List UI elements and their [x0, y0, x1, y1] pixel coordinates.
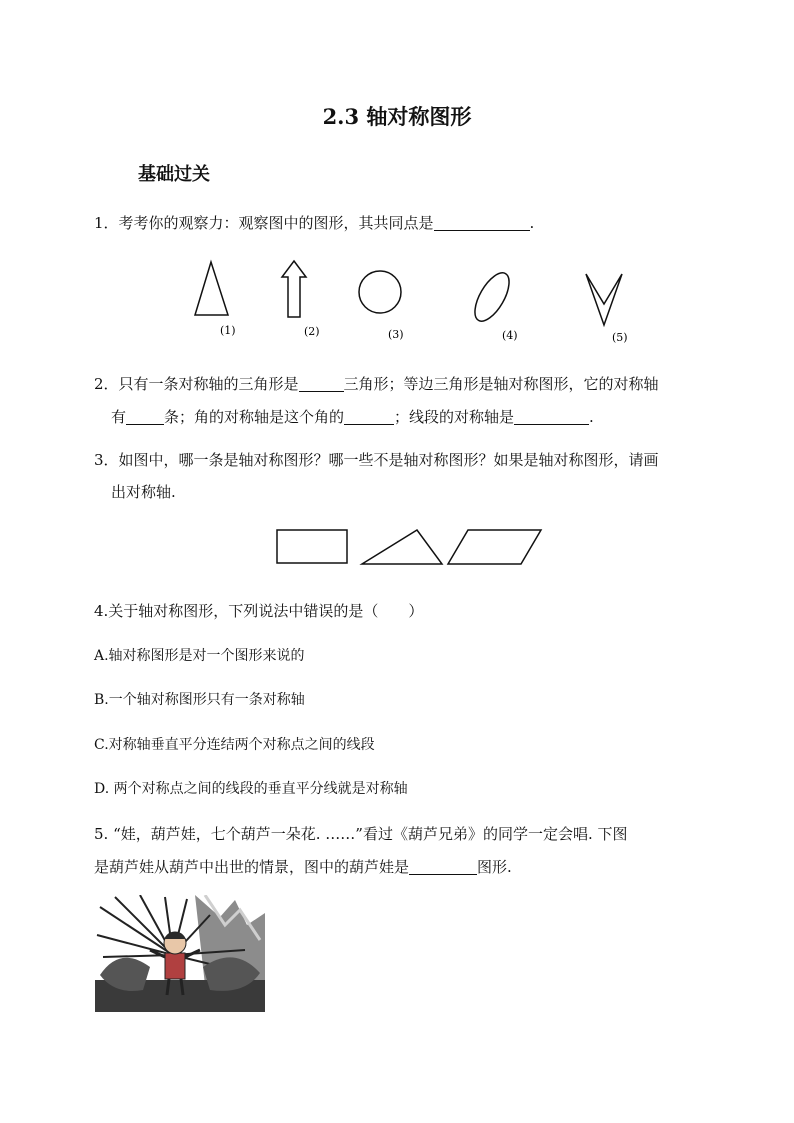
figure-label-2: (2): [304, 325, 320, 338]
question-3-line-2: 出对称轴.: [111, 483, 176, 501]
question-2-text-a: 2．只有一条对称轴的三角形是: [94, 375, 299, 393]
question-1-end: .: [529, 214, 535, 232]
question-5-text-a: 是葫芦娃从葫芦中出世的情景，图中的葫芦娃是: [94, 858, 410, 876]
page-title: 2.3 轴对称图形: [322, 104, 472, 129]
answer-blank[interactable]: [344, 409, 394, 425]
answer-blank[interactable]: [409, 859, 477, 875]
question-3-line-1: 3．如图中，哪一条是轴对称图形？哪一些不是轴对称图形？如果是轴对称图形，请画: [94, 451, 659, 469]
question-2-text-b: 三角形；等边三角形是轴对称图形，它的对称轴: [343, 375, 659, 393]
answer-blank[interactable]: [299, 376, 344, 392]
figure-label-4: (4): [502, 329, 518, 342]
question-4-stem: 4.关于轴对称图形，下列说法中错误的是（ ）: [94, 602, 424, 620]
option-a[interactable]: A.轴对称图形是对一个图形来说的: [94, 648, 305, 664]
answer-blank[interactable]: [514, 409, 589, 425]
triangle-shape: [195, 262, 228, 315]
question-2-text-f: .: [589, 408, 594, 426]
option-d[interactable]: D. 两个对称点之间的线段的垂直平分线就是对称轴: [94, 781, 408, 797]
option-c[interactable]: C.对称轴垂直平分连结两个对称点之间的线段: [94, 737, 375, 753]
triangle-shape: [362, 530, 442, 564]
question-2-text-e: ；线段的对称轴是: [394, 408, 515, 426]
option-b[interactable]: B.一个轴对称图形只有一条对称轴: [94, 692, 305, 708]
answer-blank[interactable]: [126, 409, 164, 425]
figure-label-1: (1): [220, 324, 236, 337]
question-2-text-c: 有: [111, 408, 127, 426]
figure-label-5: (5): [612, 331, 628, 344]
question-1: [94, 212, 534, 233]
question-1-figures: [0, 250, 794, 350]
question-2-line-2: [111, 406, 594, 427]
question-5-line-1: 5. “娃，葫芦娃，七个葫芦一朵花. ……”看过《葫芦兄弟》的同学一定会唱. 下图: [94, 825, 628, 843]
section-heading: 基础过关: [138, 164, 210, 185]
answer-blank[interactable]: [434, 215, 530, 231]
question-2-line-1: [94, 373, 659, 394]
question-1-text: 1．考考你的观察力：观察图中的图形，其共同点是: [94, 214, 434, 232]
question-3-figures: [0, 520, 794, 580]
figure-label-3: (3): [388, 328, 404, 341]
arrow-shape: [282, 261, 306, 317]
rectangle-shape: [277, 530, 347, 563]
ellipse-shape: [468, 268, 516, 327]
calabash-brother-illustration: [95, 895, 265, 1012]
question-2-text-d: 条；角的对称轴是这个角的: [164, 408, 345, 426]
v-shape: [586, 274, 622, 325]
question-5-text-b: 图形.: [477, 858, 512, 876]
parallelogram-shape: [448, 530, 541, 564]
question-5-line-2: [94, 856, 512, 877]
circle-shape: [359, 271, 401, 313]
